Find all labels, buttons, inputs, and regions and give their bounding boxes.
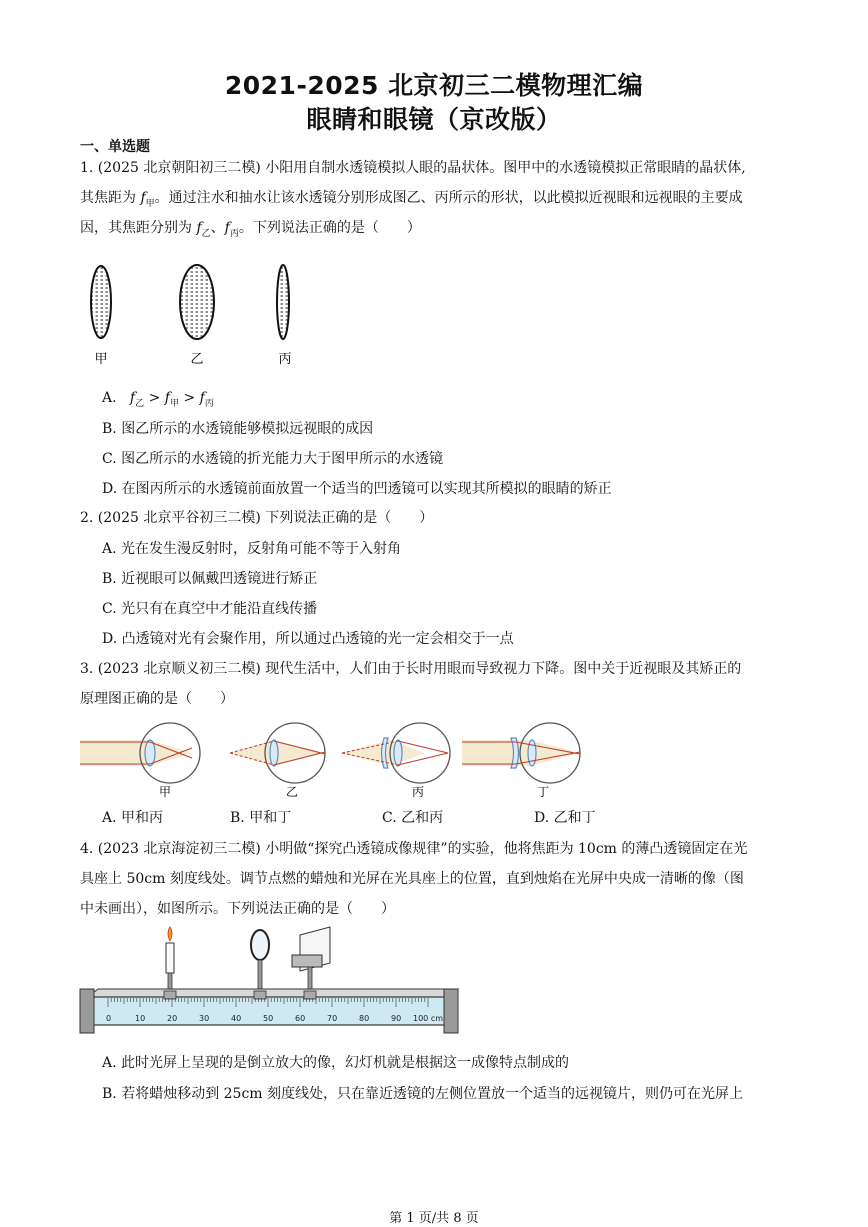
q2-stem: 2. (2025 北京平谷初三二模) 下列说法正确的是（ ） [80, 510, 434, 526]
scale-label: 50 [263, 1014, 274, 1023]
scale-label: 40 [231, 1014, 242, 1023]
q3-eye-diagrams-figure [80, 716, 600, 800]
q3-option-a[interactable]: A. 甲和丙 [102, 810, 164, 826]
lens-jia [91, 266, 111, 338]
light-screen [292, 927, 330, 995]
q1-line1: 1. (2025 北京朝阳初三二模) 小阳用自制水透镜模拟人眼的晶状体。图甲中的水透镜模拟正常眼睛的晶状体, [80, 160, 746, 176]
q2-option-b[interactable]: B. 近视眼可以佩戴凹透镜进行矫正 [102, 571, 318, 587]
q3-line1: 3. (2023 北京顺义初三二模) 现代生活中，人们由于长时用眼而导致视力下降。图中关于近视眼及其矫正的 [80, 661, 742, 677]
q4-optical-bench-figure [78, 925, 463, 1045]
fig-label-bing: 丙 [278, 352, 292, 367]
q4-option-b[interactable]: B. 若将蜡烛移动到 25cm 刻度线处，只在靠近透镜的左侧位置放一个适当的远视镜片，则仍可在光屏上 [102, 1086, 744, 1102]
eye-diagram-ding [462, 723, 580, 799]
bench-right-leg [444, 989, 458, 1033]
lens-yi [180, 265, 214, 339]
page-footer: 第 1 页/共 8 页 [389, 1211, 479, 1226]
q3-option-d[interactable]: D. 乙和丁 [534, 810, 596, 826]
q2-option-d[interactable]: D. 凸透镜对光有会聚作用，所以通过凸透镜的光一定会相交于一点 [102, 631, 514, 647]
bench-left-leg [80, 989, 94, 1033]
scale-label: 30 [199, 1014, 210, 1023]
convex-lens [251, 930, 269, 995]
q1-line3: 因，其焦距分别为 $f_乙$、$f_丙$。下列说法正确的是（ ） [80, 220, 421, 239]
fig-label-jia: 甲 [94, 352, 108, 367]
q4-line3: 中未画出），如图所示。下列说法正确的是（ ） [80, 901, 395, 917]
scale-label: 80 [359, 1014, 370, 1023]
q4-option-a[interactable]: A. 此时光屏上呈现的是倒立放大的像，幻灯机就是根据这一成像特点制成的 [102, 1055, 570, 1071]
section-heading: 一、单选题 [80, 139, 150, 155]
document-title-line1: 2021-2025 北京初三二模物理汇编 [224, 71, 644, 100]
scale-label: 60 [295, 1014, 306, 1023]
q3-line2: 原理图正确的是（ ） [80, 691, 234, 707]
fig-label-yi: 乙 [190, 352, 204, 367]
scale-label: 70 [327, 1014, 338, 1023]
q1-option-c[interactable]: C. 图乙所示的水透镜的折光能力大于图甲所示的水透镜 [102, 451, 444, 467]
q2-option-c[interactable]: C. 光只有在真空中才能沿直线传播 [102, 601, 318, 617]
document-title-line2: 眼睛和眼镜（京改版） [306, 105, 562, 134]
scale-label: 10 [135, 1014, 146, 1023]
bench-top [88, 989, 458, 997]
lens-bing [277, 265, 289, 339]
candle [166, 927, 174, 995]
q3-option-c[interactable]: C. 乙和丙 [382, 810, 444, 826]
q1-option-b[interactable]: B. 图乙所示的水透镜能够模拟远视眼的成因 [102, 421, 374, 437]
scale-label: 0 [106, 1014, 112, 1023]
q4-line2: 具座上 50cm 刻度线处。调节点燃的蜡烛和光屏在光具座上的位置，直到烛焰在光屏中央成一清晰的像（图 [80, 871, 744, 887]
fig-label-yi: 乙 [285, 785, 299, 799]
fig-label-jia: 甲 [158, 785, 172, 799]
q1-line2: 其焦距为 $f_甲$。通过注水和抽水让该水透镜分别形成图乙、丙所示的形状，以此模拟近视眼和远视眼的主要成 [80, 190, 743, 209]
q1-water-lens-figure [85, 258, 315, 370]
eye-diagram-yi [230, 723, 325, 799]
q1-option-a[interactable]: A. $f_乙 > f_甲 > f_丙$ [102, 390, 214, 409]
eye-diagram-bing [342, 723, 450, 799]
fig-label-bing: 丙 [411, 785, 425, 799]
scale-label: 90 [391, 1014, 402, 1023]
fig-label-ding: 丁 [536, 785, 550, 799]
q1-option-d[interactable]: D. 在图丙所示的水透镜前面放置一个适当的凹透镜可以实现其所模拟的眼睛的矫正 [102, 481, 612, 497]
scale-label: 20 [167, 1014, 178, 1023]
q3-option-b[interactable]: B. 甲和丁 [230, 810, 292, 826]
scale-label: 100 cm [413, 1014, 444, 1023]
q4-line1: 4. (2023 北京海淀初三二模) 小明做“探究凸透镜成像规律”的实验，他将焦距为 10cm 的薄凸透镜固定在光 [80, 841, 748, 857]
eye-diagram-jia [80, 723, 200, 799]
q2-option-a[interactable]: A. 光在发生漫反射时，反射角可能不等于入射角 [102, 541, 402, 557]
